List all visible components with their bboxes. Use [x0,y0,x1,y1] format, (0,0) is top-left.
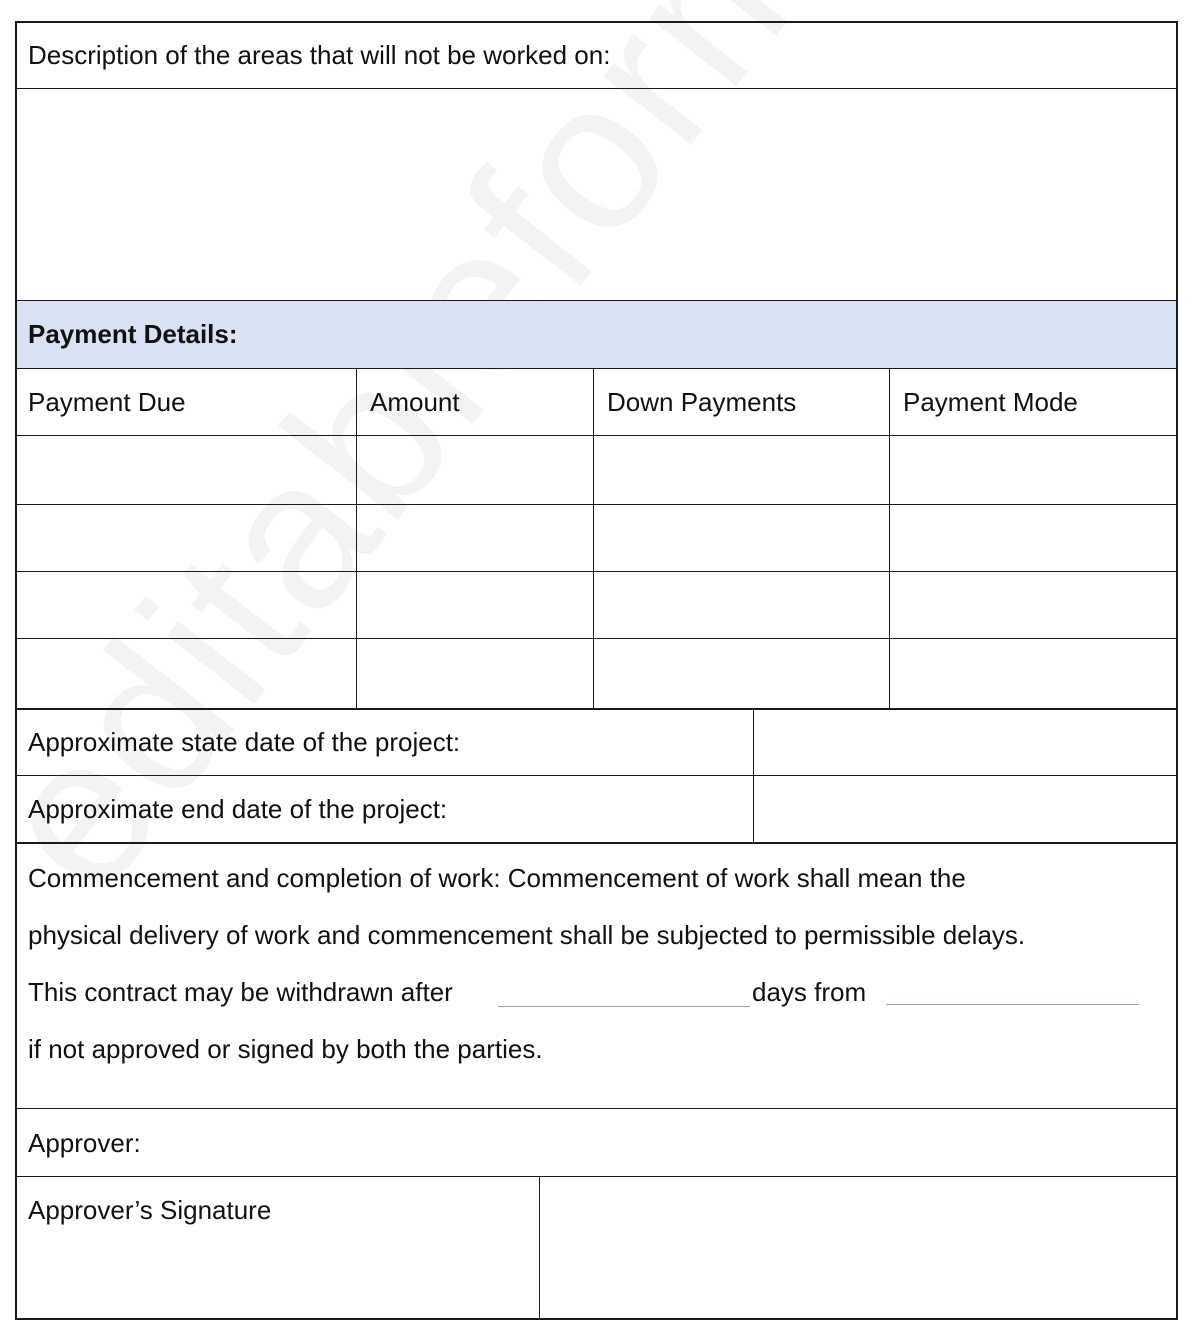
down-payments-cell[interactable] [595,573,889,638]
commencement-line-2: physical delivery of work and commencement shall be subjected to permissible delays. [28,920,1026,950]
commencement-line-4: if not approved or signed by both the parties. [28,1034,543,1064]
column-header-down-payments: Down Payments [607,387,797,417]
divider [15,775,1178,776]
divider [15,21,1178,23]
withdraw-from-date-input[interactable] [886,1004,1139,1005]
column-divider [539,1176,540,1320]
down-payments-cell[interactable] [595,506,889,571]
payment-due-cell[interactable] [17,437,356,504]
amount-cell[interactable] [358,437,593,504]
column-divider [753,708,754,843]
payment-due-cell[interactable] [17,573,356,638]
column-header-payment-mode: Payment Mode [903,387,1078,417]
commencement-line-1: Commencement and completion of work: Commencement of work shall mean the [28,863,966,893]
column-header-payment-due: Payment Due [28,387,186,417]
signature-field[interactable] [541,1178,1176,1318]
payment-mode-cell[interactable] [891,437,1176,504]
down-payments-cell[interactable] [595,640,889,707]
end-date-field[interactable] [755,777,1176,842]
down-payments-cell[interactable] [595,437,889,504]
divider [15,504,1178,505]
column-divider [889,368,890,708]
start-date-field[interactable] [755,710,1176,775]
contract-form [15,21,1178,1320]
divider [15,1108,1178,1109]
approver-field[interactable] [165,1110,1176,1175]
divider [15,842,1178,844]
payment-due-cell[interactable] [17,640,356,707]
amount-cell[interactable] [358,640,593,707]
column-header-amount: Amount [370,387,460,417]
withdraw-days-input[interactable] [498,1006,750,1007]
areas-description-field[interactable] [17,90,1176,300]
start-date-label: Approximate state date of the project: [28,727,461,757]
payment-mode-cell[interactable] [891,640,1176,707]
signature-label: Approver’s Signature [28,1195,272,1225]
payment-due-cell[interactable] [17,506,356,571]
divider [15,435,1178,436]
amount-cell[interactable] [358,573,593,638]
column-divider [356,368,357,708]
end-date-label: Approximate end date of the project: [28,794,448,824]
areas-label: Description of the areas that will not be worked on: [28,40,611,70]
approver-label: Approver: [28,1128,141,1158]
payment-mode-cell[interactable] [891,573,1176,638]
divider [15,571,1178,572]
payment-mode-cell[interactable] [891,506,1176,571]
commencement-line-3b: days from [752,977,867,1007]
divider [15,368,1178,369]
payment-heading: Payment Details: [28,319,238,349]
divider [15,638,1178,639]
commencement-line-3a: This contract may be withdrawn after [28,977,453,1007]
divider [15,88,1178,89]
amount-cell[interactable] [358,506,593,571]
divider [15,1318,1178,1320]
column-divider [593,368,594,708]
divider [15,1176,1178,1177]
